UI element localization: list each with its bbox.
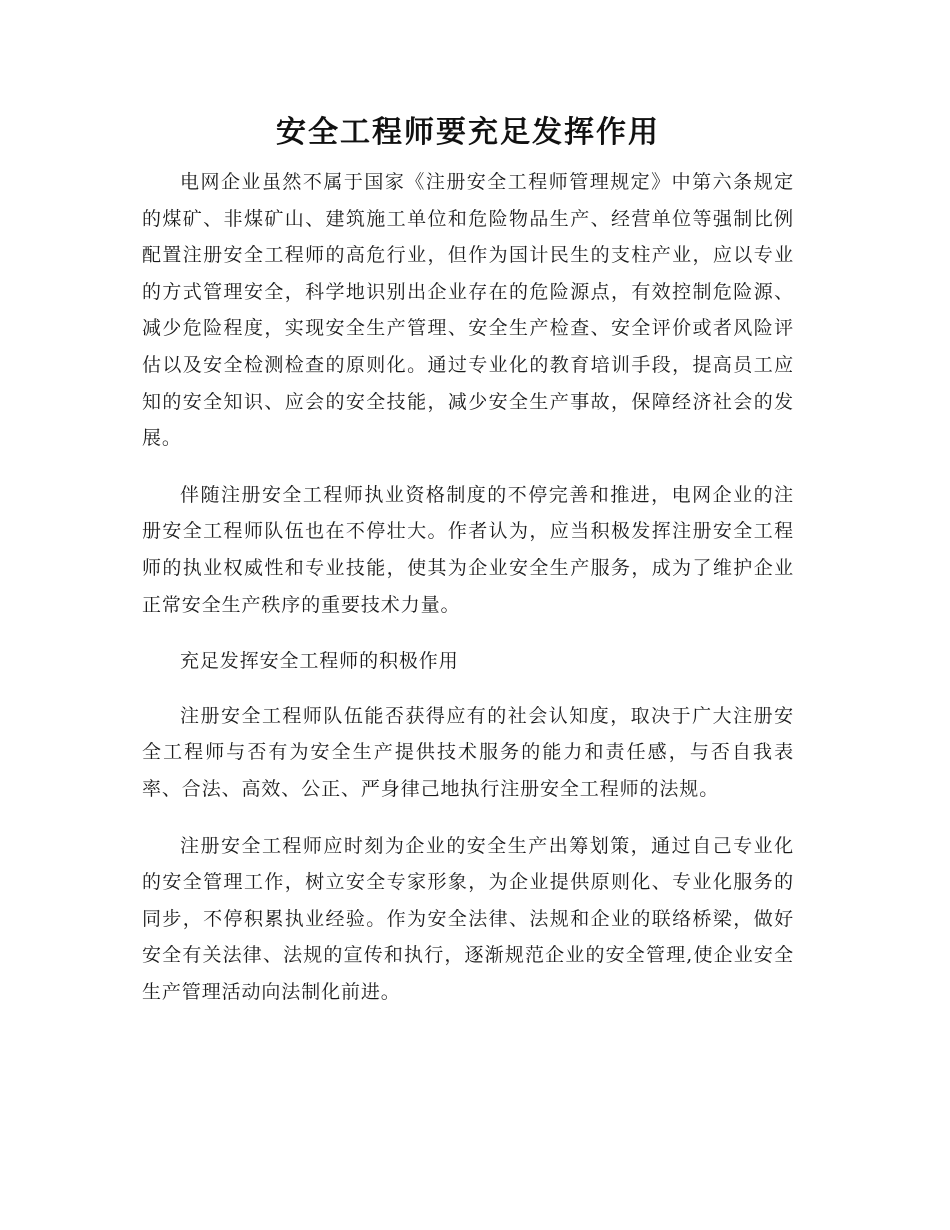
paragraph-recognition: 注册安全工程师队伍能否获得应有的社会认知度，取决于广大注册安全工程师与否有为安全生产提供技术服务的能力和责任感，与否自我表率、合法、高效、公正、严身律己地执行注册安全工程师的法规。	[142, 704, 794, 800]
document-title: 安全工程师要充足发挥作用	[276, 115, 660, 150]
paragraph-intro: 电网企业虽然不属于国家《注册安全工程师管理规定》中第六条规定的煤矿、非煤矿山、建筑施工单位和危险物品生产、经营单位等强制比例配置注册安全工程师的高危行业，但作为国计民生的支柱产业，应以专业的方式管理安全，科学地识别出企业存在的危险源点，有效控制危险源、减少危险程度，实现安全生产管理、安全生产检查、安全评价或者风险评估以及安全检测检查的原则化。通过专业化的教育培训手段，提高员工应知的安全知识、应会的安全技能，减少安全生产事故，保障经济社会的发展。	[142, 171, 794, 450]
paragraph-certification: 伴随注册安全工程师执业资格制度的不停完善和推进，电网企业的注册安全工程师队伍也在不停壮大。作者认为，应当积极发挥注册安全工程师的执业权威性和专业技能，使其为企业安全生产服务，成为了维护企业正常安全生产秩序的重要技术力量。	[142, 483, 794, 616]
document-page	[142, 112, 794, 1030]
paragraph-responsibility: 注册安全工程师应时刻为企业的安全生产出筹划策，通过自己专业化的安全管理工作，树立安全专家形象，为企业提供原则化、专业化服务的同步，不停积累执业经验。作为安全法律、法规和企业的联络桥梁，做好安全有关法律、法规的宣传和执行，逐渐规范企业的安全管理,使企业安全生产管理活动向法制化前进。	[142, 834, 794, 1003]
section-heading: 充足发挥安全工程师的积极作用	[180, 650, 459, 673]
